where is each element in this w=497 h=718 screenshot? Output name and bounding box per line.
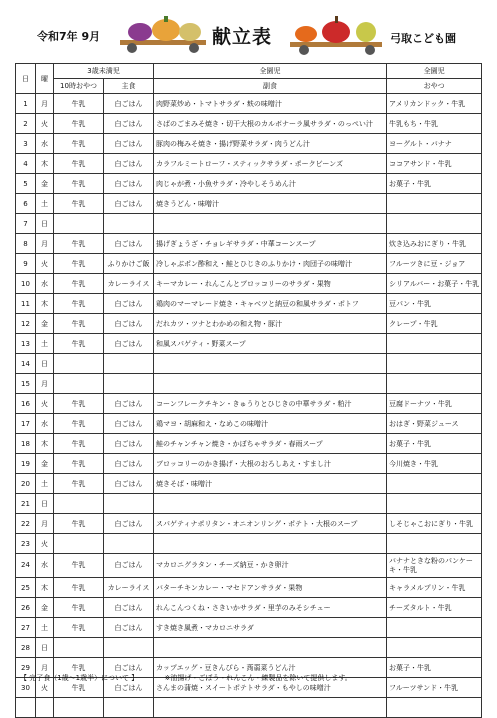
- cell-weekday: 木: [36, 294, 54, 314]
- cell-weekday: 火: [36, 678, 54, 698]
- cell-snack: [387, 374, 482, 394]
- cell-side: バターチキンカレー・マセドアンサラダ・果物: [154, 578, 387, 598]
- cell-main: [104, 638, 154, 658]
- cell-weekday: 金: [36, 598, 54, 618]
- cell-snack: お菓子・牛乳: [387, 658, 482, 678]
- col-weekday: 曜: [36, 64, 54, 94]
- cell-snack10: 牛乳: [54, 474, 104, 494]
- cell-day: 7: [16, 214, 36, 234]
- table-row: [16, 698, 482, 718]
- cell-side: [154, 534, 387, 554]
- cell-snack: シリアルバー・お菓子・牛乳: [387, 274, 482, 294]
- cell-main: 白ごはん: [104, 134, 154, 154]
- table-row: [16, 554, 482, 578]
- cell-snack10: 牛乳: [54, 254, 104, 274]
- cell-day: 14: [16, 354, 36, 374]
- table-row: [16, 114, 482, 134]
- cell-snack: クレープ・牛乳: [387, 314, 482, 334]
- cell-snack: [387, 494, 482, 514]
- cell-day: 3: [16, 134, 36, 154]
- col-group-all-1: 全園児: [154, 64, 387, 79]
- menu-title: 献立表: [212, 26, 273, 48]
- cell-main: 白ごはん: [104, 434, 154, 454]
- cell-day: 11: [16, 294, 36, 314]
- cell-weekday: 水: [36, 554, 54, 578]
- cell-snack10: [54, 494, 104, 514]
- cell-snack: [387, 618, 482, 638]
- col-side: 副食: [154, 79, 387, 94]
- cell-main: 白ごはん: [104, 334, 154, 354]
- cell-snack: [387, 214, 482, 234]
- cell-weekday: 日: [36, 214, 54, 234]
- cell-weekday: 月: [36, 658, 54, 678]
- cell-snack: ココアサンド・牛乳: [387, 154, 482, 174]
- cell-weekday: 火: [36, 254, 54, 274]
- cell-snack10: 牛乳: [54, 294, 104, 314]
- leaf-icon: [164, 16, 168, 22]
- stem-icon: [335, 16, 338, 23]
- cell-snack10: 牛乳: [54, 274, 104, 294]
- cart-wheel-right: [189, 43, 199, 53]
- cell-main: [104, 494, 154, 514]
- cell-main: 白ごはん: [104, 294, 154, 314]
- table-row: [16, 334, 482, 354]
- cell-weekday: 火: [36, 394, 54, 414]
- cell-day: 27: [16, 618, 36, 638]
- cell-side: [154, 638, 387, 658]
- table-row: [16, 234, 482, 254]
- cell-side: さんまの蒲焼・スイートポテトサラダ・もやしの味噌汁: [154, 678, 387, 698]
- cell-side: 鶏肉のマーマレード焼き・キャベツと納豆の和風サラダ・ポトフ: [154, 294, 387, 314]
- cell-main: 白ごはん: [104, 554, 154, 578]
- grapes-icon: [128, 23, 152, 41]
- cell-day: 28: [16, 638, 36, 658]
- cell-snack: お菓子・牛乳: [387, 434, 482, 454]
- cell-side: コーンフレークチキン・きゅうりとひじきの中華サラダ・粕汁: [154, 394, 387, 414]
- table-row: [16, 294, 482, 314]
- cell-day: 9: [16, 254, 36, 274]
- cell-snack10: 牛乳: [54, 394, 104, 414]
- cell-snack: 豆腐ドーナツ・牛乳: [387, 394, 482, 414]
- cell-snack: 豆パン・牛乳: [387, 294, 482, 314]
- cell-snack10: 牛乳: [54, 114, 104, 134]
- cell-main: 白ごはん: [104, 678, 154, 698]
- cell-weekday: 土: [36, 194, 54, 214]
- cell-day: 23: [16, 534, 36, 554]
- table-row: [16, 274, 482, 294]
- table-row: [16, 314, 482, 334]
- table-row: [16, 394, 482, 414]
- pear-icon: [179, 23, 201, 41]
- cell-weekday: 日: [36, 354, 54, 374]
- cell-day: 15: [16, 374, 36, 394]
- cell-weekday: 月: [36, 514, 54, 534]
- cell-side: カップエッグ・豆きんぴら・蒟蒻菜うどん汁: [154, 658, 387, 678]
- cell-weekday: 水: [36, 414, 54, 434]
- cell-snack10: 牛乳: [54, 234, 104, 254]
- cell-weekday: 水: [36, 274, 54, 294]
- cell-snack10: 牛乳: [54, 454, 104, 474]
- cell-snack: [387, 194, 482, 214]
- cell-side: さばのごまみそ焼き・切干大根のカルボナーラ風サラダ・のっぺい汁: [154, 114, 387, 134]
- cell-snack10: [54, 354, 104, 374]
- cell-weekday: 金: [36, 314, 54, 334]
- cell-snack: おはぎ・野菜ジュース: [387, 414, 482, 434]
- cell-side: [154, 214, 387, 234]
- cell-snack10: 牛乳: [54, 334, 104, 354]
- cell-main: 白ごはん: [104, 314, 154, 334]
- cell-side: 焼きそば・味噌汁: [154, 474, 387, 494]
- cell-side: 焼きうどん・味噌汁: [154, 194, 387, 214]
- cell-day: 4: [16, 154, 36, 174]
- cell-side: スパゲティナポリタン・オニオンリング・ポテト・大根のスープ: [154, 514, 387, 534]
- cell-snack: バナナときな粉のパンケーキ・牛乳: [387, 554, 482, 578]
- col-day: 日: [16, 64, 36, 94]
- cell-snack10: [54, 698, 104, 718]
- cell-day: 5: [16, 174, 36, 194]
- cell-day: 22: [16, 514, 36, 534]
- cell-snack10: 牛乳: [54, 434, 104, 454]
- cell-day: 30: [16, 678, 36, 698]
- cell-snack: フルーツきに豆・ジョア: [387, 254, 482, 274]
- cell-snack10: 牛乳: [54, 618, 104, 638]
- cell-side: だれカツ・ツナとわかめの和え物・豚汁: [154, 314, 387, 334]
- school-name: 弓取こども園: [390, 32, 456, 45]
- cell-snack10: 牛乳: [54, 194, 104, 214]
- cell-weekday: 水: [36, 134, 54, 154]
- cell-side: 豚肉の梅みそ焼き・揚げ野菜サラダ・肉うどん汁: [154, 134, 387, 154]
- table-row: [16, 214, 482, 234]
- table-row: [16, 254, 482, 274]
- cell-main: 白ごはん: [104, 154, 154, 174]
- cart-wheel-left: [299, 45, 309, 55]
- cell-weekday: 火: [36, 114, 54, 134]
- cell-side: [154, 354, 387, 374]
- cell-main: [104, 214, 154, 234]
- cell-snack: [387, 534, 482, 554]
- cell-snack: [387, 638, 482, 658]
- cell-side: 揚げぎょうざ・チョレギサラダ・中華コーンスープ: [154, 234, 387, 254]
- cart-wheel-left: [127, 43, 137, 53]
- cell-snack: お菓子・牛乳: [387, 174, 482, 194]
- table-row: [16, 134, 482, 154]
- cell-snack10: [54, 638, 104, 658]
- cell-weekday: 金: [36, 454, 54, 474]
- col-snack10: 10時おやつ: [54, 79, 104, 94]
- persimmon-icon: [295, 26, 317, 42]
- cell-weekday: 土: [36, 334, 54, 354]
- cell-snack: フルーツサンド・牛乳: [387, 678, 482, 698]
- footer-left: 【 完了食（1歳～1歳半）について 】: [20, 674, 139, 682]
- table-row: [16, 194, 482, 214]
- cell-side: 鶏マヨ・胡麻和え・なめこの味噌汁: [154, 414, 387, 434]
- cell-snack10: 牛乳: [54, 314, 104, 334]
- cell-main: 白ごはん: [104, 454, 154, 474]
- cell-main: 白ごはん: [104, 514, 154, 534]
- cell-day: 2: [16, 114, 36, 134]
- cell-weekday: 金: [36, 174, 54, 194]
- cell-main: [104, 534, 154, 554]
- cell-snack10: 牛乳: [54, 154, 104, 174]
- cell-side: 和風スパゲティ・野菜スープ: [154, 334, 387, 354]
- cell-side: ブロッコリーのかき揚げ・大根のおろしあえ・すまし汁: [154, 454, 387, 474]
- table-row: [16, 354, 482, 374]
- cell-snack: 今川焼き・牛乳: [387, 454, 482, 474]
- cell-main: 白ごはん: [104, 598, 154, 618]
- cell-snack10: 牛乳: [54, 598, 104, 618]
- cell-snack10: 牛乳: [54, 134, 104, 154]
- cell-snack10: 牛乳: [54, 578, 104, 598]
- cell-snack10: 牛乳: [54, 514, 104, 534]
- table-row: [16, 174, 482, 194]
- cell-side: すき焼き風煮・マカロニサラダ: [154, 618, 387, 638]
- table-row: [16, 154, 482, 174]
- cell-weekday: 木: [36, 578, 54, 598]
- cell-weekday: 月: [36, 234, 54, 254]
- cell-snack: [387, 698, 482, 718]
- cell-weekday: 日: [36, 494, 54, 514]
- table-row: [16, 598, 482, 618]
- cell-snack: キャラメルプリン・牛乳: [387, 578, 482, 598]
- cell-day: 16: [16, 394, 36, 414]
- cell-snack: 炊き込みおにぎり・牛乳: [387, 234, 482, 254]
- cell-weekday: 月: [36, 374, 54, 394]
- cell-main: 白ごはん: [104, 618, 154, 638]
- cell-day: 17: [16, 414, 36, 434]
- cell-weekday: 火: [36, 534, 54, 554]
- col-group-under3: 3歳未満児: [54, 64, 154, 79]
- cell-main: 白ごはん: [104, 194, 154, 214]
- cell-day: 25: [16, 578, 36, 598]
- table-row: [16, 474, 482, 494]
- cell-main: カレーライス: [104, 578, 154, 598]
- cell-weekday: 土: [36, 618, 54, 638]
- cell-weekday: 日: [36, 638, 54, 658]
- cell-weekday: 木: [36, 434, 54, 454]
- cell-snack: [387, 474, 482, 494]
- cell-day: 20: [16, 474, 36, 494]
- cell-day: 29: [16, 658, 36, 678]
- cell-day: 26: [16, 598, 36, 618]
- cell-snack: しそじゃこおにぎり・牛乳: [387, 514, 482, 534]
- apple-icon: [322, 21, 350, 43]
- cart-wheel-right: [365, 45, 375, 55]
- table-row: [16, 534, 482, 554]
- cell-side: れんこんつくね・さきいかサラダ・里芋のみそシチュー: [154, 598, 387, 618]
- cell-snack10: [54, 374, 104, 394]
- cell-day: 24: [16, 554, 36, 578]
- cell-main: [104, 698, 154, 718]
- cell-weekday: 木: [36, 154, 54, 174]
- cell-side: カラフルミートローフ・スティックサラダ・ポークビーンズ: [154, 154, 387, 174]
- table-row: [16, 578, 482, 598]
- cell-snack10: 牛乳: [54, 174, 104, 194]
- cell-day: 12: [16, 314, 36, 334]
- cell-snack: 牛乳もち・牛乳: [387, 114, 482, 134]
- table-row: [16, 514, 482, 534]
- table-row: [16, 414, 482, 434]
- table-row: [16, 94, 482, 114]
- cell-main: 白ごはん: [104, 94, 154, 114]
- harvest-cart-illustration: [118, 16, 210, 54]
- cell-snack10: 牛乳: [54, 94, 104, 114]
- cell-day: 21: [16, 494, 36, 514]
- cell-snack: アメリカンドック・牛乳: [387, 94, 482, 114]
- cell-day: 1: [16, 94, 36, 114]
- table-row: [16, 618, 482, 638]
- col-group-all-2: 全園児: [387, 64, 482, 79]
- cell-side: 冷しゃぶポン酢和え・鮭とひじきのふりかけ・肉団子の味噌汁: [154, 254, 387, 274]
- cell-snack10: 牛乳: [54, 554, 104, 578]
- cell-main: 白ごはん: [104, 174, 154, 194]
- menu-table: [15, 63, 482, 718]
- cell-main: カレーライス: [104, 274, 154, 294]
- cell-main: 白ごはん: [104, 394, 154, 414]
- pear-icon: [356, 22, 376, 42]
- table-row: [16, 454, 482, 474]
- menu-header: [0, 0, 497, 62]
- cell-side: キーマカレー・れんこんとブロッコリーのサラダ・果物: [154, 274, 387, 294]
- col-snack: おやつ: [387, 79, 482, 94]
- cell-snack10: [54, 214, 104, 234]
- footer-right: ※油揚げ・ごぼう・れんこん・練製品を除いて提供します。: [164, 674, 352, 682]
- cell-main: [104, 354, 154, 374]
- cell-main: 白ごはん: [104, 114, 154, 134]
- cell-main: 白ごはん: [104, 234, 154, 254]
- col-main: 主食: [104, 79, 154, 94]
- cell-snack: [387, 354, 482, 374]
- cell-main: 白ごはん: [104, 658, 154, 678]
- table-row: [16, 374, 482, 394]
- menu-date: 令和7年 9月: [37, 30, 101, 43]
- cell-snack10: 牛乳: [54, 658, 104, 678]
- cell-day: 19: [16, 454, 36, 474]
- table-row: [16, 638, 482, 658]
- cell-snack10: [54, 534, 104, 554]
- cell-main: [104, 374, 154, 394]
- cell-snack: ヨーグルト・バナナ: [387, 134, 482, 154]
- footer-note: [20, 673, 352, 683]
- cell-day: 6: [16, 194, 36, 214]
- cell-side: 鮭のチャンチャン焼き・かぼちゃサラダ・春雨スープ: [154, 434, 387, 454]
- menu-body: [16, 94, 482, 718]
- chestnut-icon: [152, 19, 180, 41]
- cell-side: [154, 374, 387, 394]
- cell-day: 8: [16, 234, 36, 254]
- cell-side: [154, 494, 387, 514]
- cell-main: 白ごはん: [104, 474, 154, 494]
- cell-side: マカロニグラタン・チーズ納豆・かき卵汁: [154, 554, 387, 578]
- cell-day: 13: [16, 334, 36, 354]
- fruit-cart-illustration: [288, 14, 386, 56]
- cell-main: 白ごはん: [104, 414, 154, 434]
- cell-side: [154, 698, 387, 718]
- cell-snack10: 牛乳: [54, 678, 104, 698]
- table-row: [16, 494, 482, 514]
- cell-snack10: 牛乳: [54, 414, 104, 434]
- cell-day: 18: [16, 434, 36, 454]
- cell-main: ふりかけご飯: [104, 254, 154, 274]
- cell-side: 肉じゃが煮・小魚サラダ・冷やしそうめん汁: [154, 174, 387, 194]
- cell-snack: [387, 334, 482, 354]
- cell-weekday: [36, 698, 54, 718]
- table-row: [16, 434, 482, 454]
- cell-side: 肉野菜炒め・トマトサラダ・麸の味噌汁: [154, 94, 387, 114]
- cell-weekday: 土: [36, 474, 54, 494]
- cell-day: 10: [16, 274, 36, 294]
- cell-snack: チーズタルト・牛乳: [387, 598, 482, 618]
- cell-weekday: 月: [36, 94, 54, 114]
- cell-day: [16, 698, 36, 718]
